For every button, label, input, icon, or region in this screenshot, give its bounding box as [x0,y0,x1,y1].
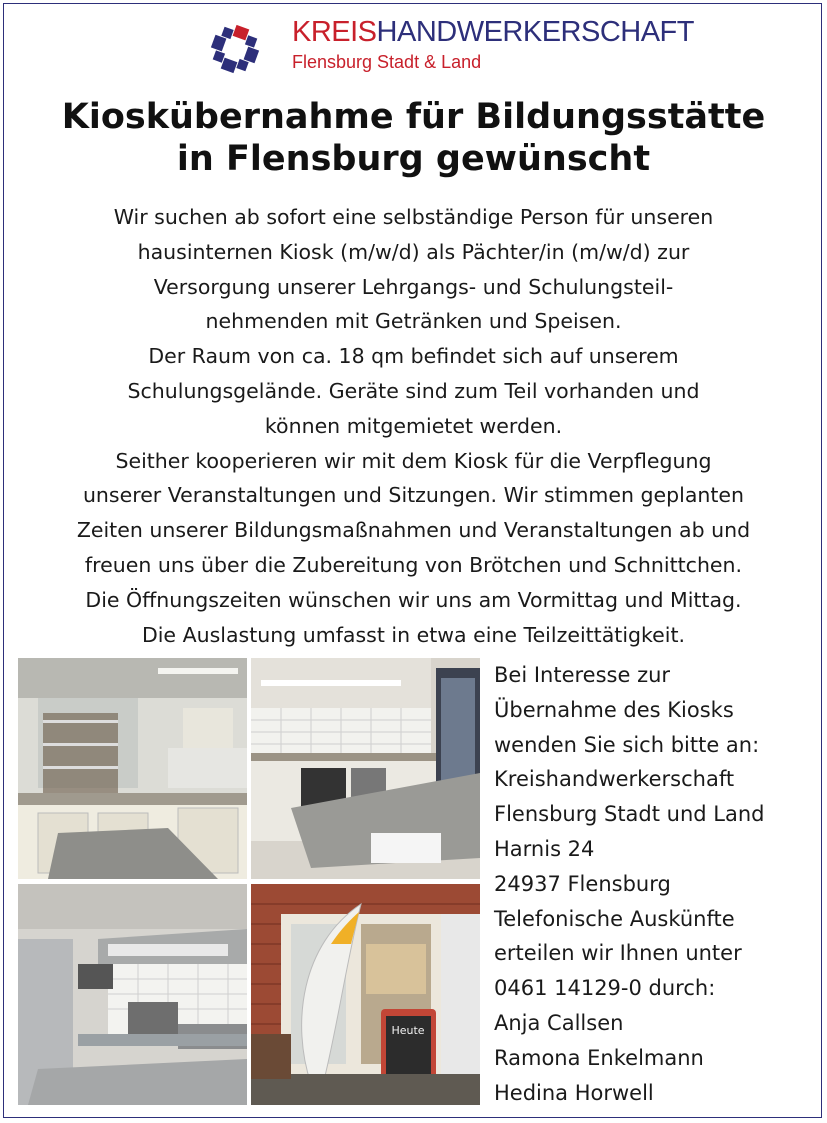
page-title [0,96,827,180]
body-line: hausinternen Kiosk (m/w/d) als Pächter/in (m/w/d) zur [137,239,690,264]
body-line: Die Auslastung umfasst in etwa eine Teilzeittätigkeit. [141,622,686,647]
body-line: Seither kooperieren wir mit dem Kiosk für die Verpflegung [115,448,712,473]
contact-info [494,658,824,1110]
body-line: Die Öffnungszeiten wünschen wir uns am Vormittag und Mittag. [85,587,742,612]
contact-line: Flensburg Stadt und Land [494,802,765,827]
contact-phone: 0461 14129-0 durch: [494,976,716,1001]
body-line: Zeiten unserer Bildungsmaßnahmen und Veranstaltungen ab und [76,518,751,543]
photo-kitchen-hood [18,884,247,1105]
contact-line: Übernahme des Kiosks [494,697,734,722]
body-line: Wir suchen ab sofort eine selbständige Person für unseren [113,205,714,229]
contact-line: wenden Sie sich bitte an: [494,732,760,757]
page-title-line: Kioskübernahme für Bildungsstätte [61,97,766,137]
brand-name-blue: HANDWERKERSCHAFT [376,16,694,48]
contact-person: Ramona Enkelmann [494,1045,704,1070]
body-line: Der Raum von ca. 18 qm befindet sich auf unserem [148,344,679,369]
brand-name [292,16,694,49]
contact-line: Kreishandwerkerschaft [494,767,735,792]
brand-subtitle: Flensburg Stadt & Land [292,52,482,72]
body-line: können mitgemietet werden. [264,413,563,438]
contact-line: Telefonische Auskünfte [494,906,735,931]
header [206,16,694,80]
body-line: Schulungsgelände. Geräte sind zum Teil vorhanden und [127,378,700,403]
contact-line: 24937 Flensburg [494,871,671,896]
contact-line: erteilen wir Ihnen unter [494,941,742,966]
body-line: nehmenden mit Getränken und Speisen. [205,309,622,334]
body-line: Versorgung unserer Lehrgangs- und Schulungsteil- [153,274,674,299]
kreishandwerkerschaft-logo [206,20,264,78]
sign-heute-label: Heute [391,1024,425,1037]
body-line: freuen uns über die Zubereitung von Brötchen und Schnittchen. [84,552,743,577]
contact-line: Bei Interesse zur [494,663,671,687]
brand-name-red: KREIS [292,16,377,48]
contact-person: Anja Callsen [494,1010,624,1035]
photo-kiosk-counter [18,658,247,879]
body-text [10,200,817,652]
contact-line: Harnis 24 [494,836,595,861]
photo-kitchen-table [251,658,480,879]
body-line: unserer Veranstaltungen und Sitzungen. Wir stimmen geplanten [82,483,745,508]
page-title-line: in Flensburg gewünscht [176,139,651,179]
contact-person: Hedina Horwell [494,1080,654,1105]
photo-kiosk-entrance [251,884,480,1105]
